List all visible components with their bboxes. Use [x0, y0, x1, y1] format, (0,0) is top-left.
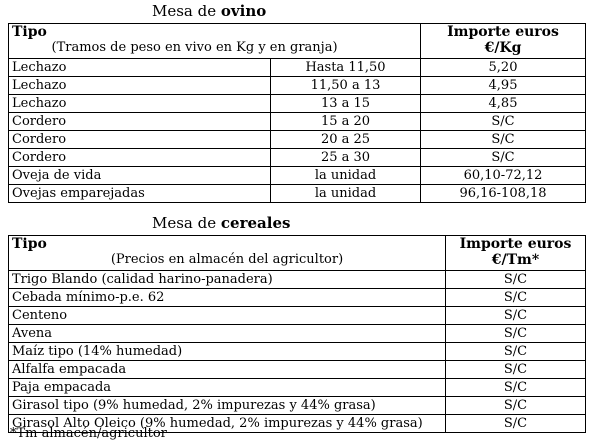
cereales-cell-importe: S/C: [446, 361, 586, 379]
ovino-header-importe-title: Importe euros: [447, 24, 559, 40]
cereales-cell-tipo: Paja empacada: [9, 379, 446, 397]
ovino-cell-tramo: la unidad: [271, 167, 421, 185]
ovino-cell-tipo: Cordero: [9, 131, 271, 149]
ovino-header-row: [9, 24, 586, 59]
cereales-header-tipo-sub: (Precios en almacén del agricultor): [110, 252, 344, 267]
ovino-table: [8, 23, 586, 203]
cereales-cell-importe: S/C: [446, 415, 586, 433]
ovino-cell-tipo: Oveja de vida: [9, 167, 271, 185]
ovino-cell-tramo: 15 a 20: [271, 113, 421, 131]
ovino-cell-tramo: 20 a 25: [271, 131, 421, 149]
cereales-header-tipo: [9, 236, 446, 271]
cereales-cell-tipo: Alfalfa empacada: [9, 361, 446, 379]
cereales-cell-tipo: Girasol tipo (9% humedad, 2% impurezas y 44% grasa): [9, 397, 446, 415]
cereales-table-row: [9, 343, 586, 361]
ovino-table-row: [9, 167, 586, 185]
ovino-cell-tramo: Hasta 11,50: [271, 59, 421, 77]
ovino-table-row: [9, 59, 586, 77]
ovino-cell-tipo: Ovejas emparejadas: [9, 185, 271, 203]
ovino-cell-tipo: Cordero: [9, 113, 271, 131]
ovino-table-row: [9, 131, 586, 149]
ovino-cell-tramo: la unidad: [271, 185, 421, 203]
cereales-cell-importe: S/C: [446, 307, 586, 325]
ovino-cell-importe: 96,16-108,18: [421, 185, 586, 203]
cereales-header-importe-unit: €/Tm*: [491, 252, 540, 268]
ovino-caption-prefix: Mesa de: [152, 2, 221, 20]
ovino-cell-importe: S/C: [421, 113, 586, 131]
cereales-caption: [152, 214, 290, 232]
cereales-cell-tipo: Avena: [9, 325, 446, 343]
ovino-caption: [152, 2, 266, 20]
ovino-cell-tipo: Cordero: [9, 149, 271, 167]
ovino-table-row: [9, 185, 586, 203]
cereales-header-row: [9, 236, 586, 271]
cereales-table-row: [9, 271, 586, 289]
cereales-cell-importe: S/C: [446, 343, 586, 361]
ovino-cell-tramo: 11,50 a 13: [271, 77, 421, 95]
cereales-cell-importe: S/C: [446, 397, 586, 415]
cereales-caption-bold: cereales: [220, 214, 291, 232]
ovino-cell-tipo: Lechazo: [9, 77, 271, 95]
cereales-caption-prefix: Mesa de: [152, 214, 221, 232]
ovino-cell-importe: 4,95: [421, 77, 586, 95]
cereales-header-importe: [446, 236, 586, 271]
ovino-table-row: [9, 95, 586, 113]
cereales-cell-tipo: Cebada mínimo-p.e. 62: [9, 289, 446, 307]
cereales-header-tipo-title: Tipo: [12, 236, 47, 252]
ovino-cell-tramo: 25 a 30: [271, 149, 421, 167]
cereales-cell-importe: S/C: [446, 379, 586, 397]
cereales-table-row: [9, 361, 586, 379]
ovino-header-importe: [421, 24, 586, 59]
cereales-table-row: [9, 397, 586, 415]
cereales-table-row: [9, 307, 586, 325]
footnote: *Tm almacén/agricultor: [10, 426, 167, 441]
ovino-table-row: [9, 113, 586, 131]
ovino-header-tipo: [9, 24, 421, 59]
cereales-table-row: [9, 379, 586, 397]
cereales-table: [8, 235, 586, 433]
ovino-cell-importe: S/C: [421, 131, 586, 149]
ovino-cell-tipo: Lechazo: [9, 95, 271, 113]
ovino-cell-importe: 60,10-72,12: [421, 167, 586, 185]
ovino-cell-tipo: Lechazo: [9, 59, 271, 77]
ovino-table-row: [9, 77, 586, 95]
ovino-header-tipo-title: Tipo: [12, 24, 47, 40]
cereales-table-row: [9, 289, 586, 307]
cereales-cell-tipo: Girasol Alto Oleico (9% humedad, 2% impurezas y 44% grasa): [9, 415, 446, 433]
ovino-cell-tramo: 13 a 15: [271, 95, 421, 113]
cereales-cell-importe: S/C: [446, 325, 586, 343]
cereales-cell-tipo: Trigo Blando (calidad harino-panadera): [9, 271, 446, 289]
ovino-cell-importe: 5,20: [421, 59, 586, 77]
cereales-cell-tipo: Maíz tipo (14% humedad): [9, 343, 446, 361]
cereales-cell-importe: S/C: [446, 289, 586, 307]
cereales-cell-importe: S/C: [446, 271, 586, 289]
ovino-table-row: [9, 149, 586, 167]
ovino-cell-importe: S/C: [421, 149, 586, 167]
ovino-caption-bold: ovino: [220, 2, 267, 20]
ovino-header-tipo-sub: (Tramos de peso en vivo en Kg y en granja): [51, 40, 338, 55]
ovino-cell-importe: 4,85: [421, 95, 586, 113]
cereales-header-importe-title: Importe euros: [459, 236, 572, 252]
cereales-table-row: [9, 325, 586, 343]
ovino-header-importe-unit: €/Kg: [484, 40, 522, 56]
cereales-cell-tipo: Centeno: [9, 307, 446, 325]
